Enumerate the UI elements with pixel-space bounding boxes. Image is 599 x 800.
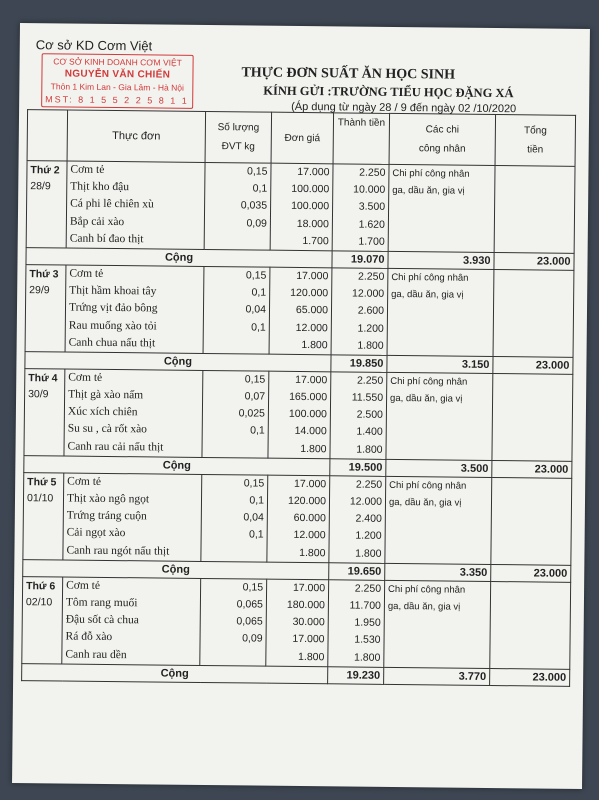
header-total (495, 115, 576, 167)
dish-name: Thịt xào ngô ngọt (66, 492, 150, 506)
dish-qty-cell (200, 578, 267, 666)
dish-qty: 0,15 (244, 373, 266, 386)
dish-name: Cơm tẻ (68, 371, 103, 384)
dish-qty: 0,1 (249, 494, 265, 507)
dish-qty-cell (204, 162, 271, 250)
cost-note-cell (387, 268, 494, 356)
header-amount (333, 113, 390, 165)
stamp-line-3: Thôn 1 Kim Lan - Gia Lâm - Hà Nội (50, 81, 184, 93)
day-total: 23.000 (492, 460, 572, 478)
dish-price: 165.000 (289, 390, 328, 404)
stamp-line-4: MST: 8 1 5 5 2 2 5 8 1 1 (45, 93, 189, 106)
total-label: Cộng (23, 559, 329, 579)
header-other-label-2: công nhân (418, 143, 466, 155)
day-cell (23, 472, 64, 559)
dish-amount: 1.800 (354, 651, 381, 664)
header-other (389, 113, 496, 165)
cost-note-cell (386, 372, 493, 460)
dish-qty: 0,1 (250, 424, 265, 438)
day-row (23, 472, 572, 565)
dish-qty (207, 336, 266, 354)
empty-total-cell (491, 477, 572, 565)
dish-price: 60.000 (293, 512, 326, 525)
cost-note-cell (384, 580, 491, 668)
dish-name: Canh rau dền (65, 648, 127, 661)
cost-note-2: ga, dầu ăn, gia vị (387, 600, 461, 613)
empty-total-cell (490, 581, 571, 669)
dish-qty: 0,04 (243, 511, 264, 524)
day-sum: 19.650 (329, 563, 385, 581)
document-title: THỰC ĐƠN SUẤT ĂN HỌC SINH (241, 65, 456, 83)
dish-name: Canh chua nấu thịt (68, 336, 156, 350)
dish-amount: 1.800 (357, 339, 384, 352)
header-amount-label: Thành tiền (337, 117, 386, 129)
dish-name-cell (62, 577, 201, 665)
day-date: 29/9 (29, 284, 50, 297)
header-total-label-2: tiền (527, 144, 544, 156)
dish-qty: 0,065 (236, 598, 263, 611)
dish-price-cell (268, 371, 331, 459)
dish-name-cell (63, 473, 202, 561)
day-row (24, 368, 573, 461)
day-row (26, 161, 575, 254)
day-cell (24, 368, 65, 455)
dish-name-cell (65, 265, 204, 353)
dish-amount: 2.250 (358, 270, 385, 283)
dish-price: 100.000 (291, 200, 330, 213)
dish-name: Cá phi lê chiên xù (70, 197, 154, 211)
day-total: 23.000 (490, 668, 570, 686)
day-cell (25, 265, 66, 352)
menu-document (12, 23, 590, 789)
dish-amount: 12.000 (349, 495, 383, 508)
day-other-cost: 3.770 (384, 667, 490, 685)
dish-qty (203, 647, 262, 665)
day-other-cost: 3.500 (386, 459, 492, 477)
day-date: 02/10 (25, 595, 53, 609)
dish-name: Trứng vịt đảo bông (68, 301, 158, 315)
day-sum: 19.850 (331, 355, 387, 373)
day-cell (22, 576, 63, 663)
dish-qty-cell (203, 266, 270, 354)
dish-name: Su su , cà rốt xào (67, 422, 148, 436)
dish-price-cell (269, 267, 332, 355)
dish-name: Cải ngọt xào (66, 526, 126, 540)
header-price-label: Đơn giá (284, 132, 321, 144)
dish-name: Thịt kho đậu (70, 180, 130, 194)
dish-price-cell (266, 579, 329, 667)
dish-name: Canh bí đao thịt (69, 232, 144, 246)
dish-name: Tôm rang muối (65, 596, 138, 610)
day-cell (26, 161, 67, 248)
dish-name: Rá đỗ xào (65, 630, 113, 644)
cost-note-2: ga, dầu ăn, gia vị (390, 392, 463, 405)
dish-price: 1.800 (300, 442, 327, 455)
cost-note-1: Chi phí công nhân (392, 167, 470, 180)
dish-amount: 2.500 (356, 408, 383, 422)
dish-qty: 0,065 (236, 615, 263, 628)
header-menu-label: Thực đơn (112, 130, 161, 143)
header-qty-unit: ĐVT kg (221, 141, 255, 153)
dish-qty: 0,15 (242, 581, 264, 594)
day-other-cost: 3.930 (388, 251, 494, 269)
header-price (271, 112, 334, 164)
dish-price: 1.800 (301, 338, 328, 351)
dish-name: Canh rau ngót nấu thịt (66, 544, 170, 558)
dish-qty (208, 232, 267, 250)
dish-amount: 1.530 (354, 633, 381, 647)
dish-price: 1.800 (298, 650, 325, 663)
day-date: 28/9 (30, 180, 51, 193)
dish-price: 17.000 (292, 581, 326, 595)
dish-price: 65.000 (295, 304, 329, 317)
dish-qty (204, 544, 263, 562)
dish-price: 17.000 (295, 373, 328, 387)
cost-note-cell (388, 164, 495, 252)
cost-note-2: ga, dầu ăn, gia vị (392, 185, 465, 197)
dish-price: 18.000 (296, 217, 329, 230)
total-label: Cộng (26, 248, 332, 268)
date-range: (Áp dụng từ ngày 28 / 9 đến ngày 02 /10/2020 (291, 100, 517, 116)
dish-qty: 0,1 (252, 182, 268, 195)
dish-amount-cell (331, 268, 388, 356)
dish-amount: 1.800 (356, 443, 383, 456)
header-day (27, 110, 68, 161)
total-label: Cộng (25, 351, 331, 371)
dish-price: 120.000 (290, 287, 329, 300)
dish-qty-cell (202, 370, 269, 458)
day-sum: 19.070 (332, 251, 388, 269)
dish-amount: 10.000 (353, 183, 386, 197)
dish-name: Xúc xích chiên (67, 405, 138, 419)
dish-amount: 2.250 (356, 374, 384, 387)
day-total: 23.000 (494, 252, 574, 270)
cost-note-1: Chi phí công nhân (390, 375, 468, 388)
day-row (22, 576, 571, 669)
header-other-label-1: Các chi (425, 124, 460, 136)
dish-price: 17.000 (293, 477, 327, 491)
dish-name: Bắp cải xào (69, 215, 125, 228)
header-menu (67, 110, 206, 162)
dish-price: 180.000 (286, 598, 325, 612)
dish-amount: 1.400 (356, 426, 383, 439)
cost-note-1: Chi phí công nhân (389, 479, 467, 492)
dish-amount: 1.620 (358, 218, 385, 231)
dish-price: 30.000 (292, 616, 325, 629)
day-date: 30/9 (28, 388, 49, 401)
dish-price: 17.000 (297, 165, 330, 179)
company-stamp (41, 53, 194, 109)
dish-amount: 1.800 (355, 547, 382, 560)
dish-price: 100.000 (291, 183, 330, 196)
empty-total-cell (492, 373, 573, 461)
dish-amount: 2.250 (359, 166, 386, 179)
dish-price: 12.000 (293, 529, 326, 542)
day-name: Thứ 6 (26, 579, 56, 593)
dish-name: Canh rau cải nấu thịt (67, 440, 164, 454)
dish-amount: 2.250 (355, 478, 383, 491)
header-total-label-1: Tổng (523, 125, 547, 137)
day-sum: 19.230 (328, 666, 384, 684)
dish-price: 17.000 (296, 269, 329, 283)
day-name: Thứ 5 (27, 475, 57, 489)
header-row (27, 110, 576, 167)
dish-price: 14.000 (294, 425, 327, 438)
dish-qty: 0,15 (245, 269, 267, 282)
dish-price: 17.000 (292, 633, 325, 646)
dish-price-cell (270, 163, 333, 251)
dish-qty: 0,025 (238, 407, 265, 420)
dish-amount: 11.700 (349, 599, 381, 612)
dish-amount: 12.000 (351, 287, 385, 300)
dish-name: Cơm tẻ (70, 163, 105, 176)
day-sum: 19.500 (330, 459, 386, 477)
dish-amount: 1.700 (358, 235, 385, 248)
dish-amount: 2.250 (354, 582, 382, 595)
dish-amount: 2.600 (357, 304, 385, 318)
day-row (25, 265, 574, 358)
company-name: Cơ sở KD Cơm Việt (35, 37, 153, 54)
dish-qty-cell (201, 474, 268, 562)
stamp-line-2: NGUYỄN VĂN CHIẾN (64, 68, 171, 81)
dish-amount: 11.550 (351, 391, 384, 404)
dish-name: Đậu sốt cà chua (65, 613, 139, 627)
dish-price: 12.000 (295, 321, 328, 334)
cost-note-cell (385, 476, 492, 564)
dish-qty: 0,07 (244, 390, 266, 403)
dish-qty: 0,1 (248, 528, 264, 541)
dish-qty: 0,04 (245, 303, 267, 316)
dish-name: Rau muống xào tỏi (68, 319, 157, 332)
stamp-line-1: CƠ SỞ KINH DOANH CƠM VIỆT (53, 56, 182, 68)
day-other-cost: 3.350 (385, 563, 491, 581)
dish-qty: 0,15 (246, 165, 268, 178)
dish-amount-cell (328, 580, 385, 668)
empty-total-cell (493, 269, 574, 357)
day-name: Thứ 2 (30, 164, 60, 177)
day-other-cost: 3.150 (387, 355, 493, 373)
dish-name: Thịt gà xào nấm (68, 388, 144, 402)
dish-name: Thịt hầm khoai tây (69, 284, 157, 298)
dish-name-cell (66, 161, 205, 249)
dish-qty: 0,09 (242, 632, 263, 645)
header-qty (205, 111, 272, 163)
cost-note-1: Chi phí công nhân (391, 271, 469, 284)
day-total: 23.000 (491, 564, 571, 582)
dish-name: Cơm tẻ (67, 475, 102, 488)
dish-price: 1.800 (299, 546, 326, 559)
dish-qty (205, 440, 264, 458)
dish-amount: 3.500 (358, 200, 386, 214)
cost-note-2: ga, dầu ăn, gia vị (391, 289, 464, 301)
day-name: Thứ 3 (29, 268, 59, 281)
menu-table (21, 109, 576, 686)
dish-amount-cell (330, 372, 387, 460)
dish-amount: 2.400 (355, 512, 382, 526)
dish-name-cell (64, 369, 203, 457)
cost-note-1: Chi phí công nhân (388, 583, 466, 596)
day-total: 23.000 (493, 356, 573, 374)
dish-name: Cơm tẻ (69, 267, 104, 280)
dish-amount: 1.200 (355, 529, 382, 543)
dish-qty: 0,1 (251, 286, 267, 299)
dish-amount: 1.200 (357, 322, 384, 335)
total-label: Cộng (22, 663, 328, 683)
dish-qty: 0,09 (246, 216, 267, 230)
header-qty-label: Số lượng (217, 122, 260, 134)
dish-price: 120.000 (287, 494, 327, 508)
dish-amount-cell (329, 476, 386, 564)
dish-price: 1.700 (302, 234, 329, 248)
day-name: Thứ 4 (28, 372, 58, 385)
dish-amount-cell (332, 164, 389, 252)
dish-amount: 1.950 (354, 616, 381, 629)
cost-note-2: ga, dầu ăn, gia vị (388, 496, 462, 509)
dish-qty: 0,035 (240, 199, 268, 213)
dish-name: Trứng tráng cuộn (66, 509, 147, 523)
total-label: Cộng (24, 455, 330, 475)
dish-qty: 0,1 (251, 320, 266, 334)
empty-total-cell (494, 166, 575, 254)
menu-body (22, 161, 575, 686)
dish-price: 100.000 (288, 408, 327, 421)
day-date: 01/10 (26, 491, 54, 505)
dish-price-cell (267, 475, 330, 563)
dish-qty: 0,15 (243, 477, 265, 490)
document-recipient: KÍNH GỬI :TRƯỜNG TIỂU HỌC ĐẶNG XÁ (263, 83, 514, 101)
dish-name: Cơm tẻ (66, 579, 101, 592)
